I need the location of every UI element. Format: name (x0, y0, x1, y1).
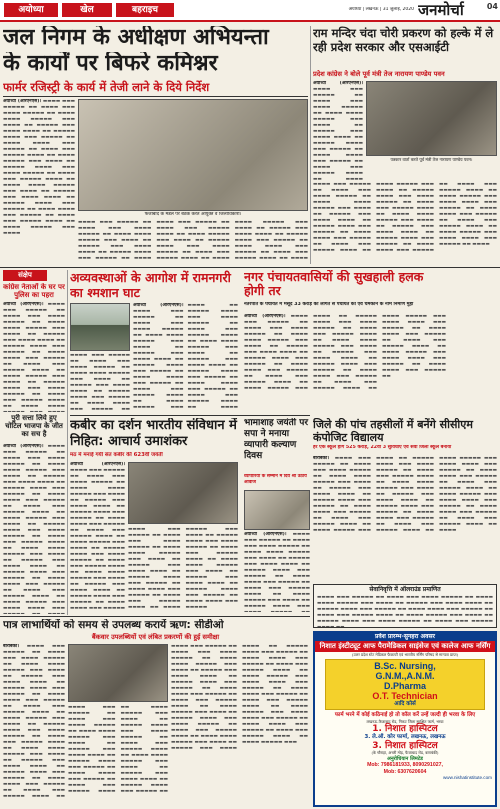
masthead (0, 0, 500, 22)
ad-box (313, 631, 497, 807)
brief-label: संक्षेप (3, 270, 47, 281)
ad-course-gnm: G.N.M.,A.N.M. (375, 671, 435, 682)
ad-affiliation: (उत्तर प्रदेश स्टेट मेडिकल फैकल्टी एवं भारतीय नर्सिंग परिषद से मान्यता प्राप्त) (352, 651, 458, 657)
cremation-photo (70, 303, 130, 351)
bhamashah-byline: अयोध्या (आरएनएस)। (244, 532, 287, 537)
cremation-byline: अयोध्या (आरएनएस)। (133, 303, 184, 308)
scheme-body-left: बाराबंकी। ▬▬▬▬ ▬▬▬ ▬▬▬▬▬ ▬▬ ▬▬▬▬ ▬▬▬ ▬▬▬▬ ▬▬▬▬▬ ▬▬ ▬▬▬▬ ▬▬▬▬ ▬▬▬▬▬ ▬▬▬ ▬▬▬▬ ▬▬ ▬▬▬▬▬ ▬▬▬ ▬▬▬▬ ▬▬▬▬ ▬▬ ▬▬▬▬▬ ▬▬▬▬ ▬▬▬ ▬▬▬▬▬ ▬▬ ▬▬▬▬ ▬▬▬▬ ▬▬▬ ▬▬▬▬▬ ▬▬ ▬▬▬▬ ▬▬▬ ▬▬▬▬▬ ▬▬▬▬ ▬▬ ▬▬▬▬ ▬▬▬▬▬ ▬▬▬ ▬▬▬▬ ▬▬ ▬▬▬▬▬ ▬▬▬▬ ▬▬▬ ▬▬▬▬ ▬▬▬▬▬ ▬▬ ▬▬▬▬ ▬▬▬ ▬▬▬▬▬ ▬▬▬▬ ▬▬ ▬▬▬▬ ▬▬▬▬ ▬▬▬▬▬ ▬▬▬ ▬▬▬▬ ▬▬ ▬▬▬▬▬ ▬▬▬ ▬▬▬▬ ▬▬▬▬ ▬▬ ▬▬▬▬▬ ▬▬▬▬ ▬▬▬ ▬▬▬▬▬ ▬▬ ▬▬▬▬ ▬▬▬▬ ▬▬▬ ▬▬▬▬▬ ▬▬ ▬▬▬▬ ▬▬▬ ▬▬▬▬▬ ▬▬▬▬ ▬▬ (3, 644, 65, 798)
ram-temple-subhead: प्रदेश कांग्रेस ने बोले पूर्व मंत्री तेज नारायण पाण्डेय पवन (313, 70, 445, 78)
brief-divider (67, 270, 68, 615)
scheme-body-right: ▬▬▬▬ ▬▬▬ ▬▬▬▬▬ ▬▬ ▬▬▬▬ ▬▬▬ ▬▬▬▬ ▬▬▬▬▬ ▬▬ ▬▬▬▬ ▬▬▬▬ ▬▬▬▬▬ ▬▬▬ ▬▬▬▬ ▬▬ ▬▬▬▬▬ ▬▬▬ ▬▬▬▬ ▬▬▬▬ ▬▬ ▬▬▬▬▬ ▬▬▬▬ ▬▬▬ ▬▬▬▬▬ ▬▬ ▬▬▬▬ ▬▬▬▬ ▬▬▬ ▬▬▬▬▬ ▬▬ ▬▬▬▬ ▬▬▬ ▬▬▬▬▬ ▬▬▬▬ ▬▬ ▬▬▬▬ ▬▬▬▬▬ ▬▬▬ ▬▬▬▬ ▬▬ ▬▬▬▬▬ ▬▬▬▬ ▬▬▬ ▬▬▬▬ ▬▬▬▬▬ ▬▬ ▬▬▬▬ ▬▬▬ ▬▬▬▬▬ ▬▬▬▬ ▬▬ ▬▬▬▬ ▬▬▬▬ ▬▬▬▬▬ ▬▬▬ ▬▬▬▬ ▬▬ ▬▬▬▬▬ ▬▬▬ ▬▬▬▬ ▬▬▬▬ ▬▬ ▬▬▬▬▬ ▬▬▬▬ ▬▬▬ ▬▬▬▬▬ ▬▬ ▬▬▬▬ ▬▬▬▬ ▬▬▬ ▬▬▬▬▬ ▬▬ ▬▬▬▬ ▬▬▬ ▬▬▬▬▬ ▬▬▬▬ ▬▬ ▬▬▬▬ ▬▬▬▬▬ ▬▬▬ ▬▬▬▬ ▬▬▬▬ ▬▬▬ ▬▬▬▬▬ ▬▬ ▬▬▬▬ ▬▬▬▬ ▬▬▬ ▬▬▬▬▬ ▬▬ ▬▬▬▬ ▬▬▬ ▬▬▬▬▬ ▬▬▬▬ ▬▬ ▬▬▬▬ ▬▬▬▬▬ ▬▬▬ ▬▬▬▬ ▬▬▬▬ ▬▬▬ ▬▬▬▬▬ ▬▬ ▬▬▬▬ ▬▬▬▬ ▬▬▬ ▬▬▬▬▬ ▬▬ ▬▬▬▬ ▬▬▬ ▬▬▬▬▬ ▬▬▬▬ ▬▬ ▬▬▬▬ ▬▬▬▬▬ ▬▬▬ (171, 644, 308, 751)
kabir-body-left: अयोध्या (आरएनएस)। ▬▬▬▬ ▬▬▬ ▬▬▬▬▬ ▬▬ ▬▬▬▬ ▬▬▬ ▬▬▬▬ ▬▬▬▬▬ ▬▬ ▬▬▬▬ ▬▬▬▬ ▬▬▬▬▬ ▬▬▬ ▬▬▬▬ ▬▬ ▬▬▬▬▬ ▬▬▬ ▬▬▬▬ ▬▬▬▬ ▬▬ ▬▬▬▬▬ ▬▬▬▬ ▬▬▬ ▬▬▬▬▬ ▬▬ ▬▬▬▬ ▬▬▬▬ ▬▬▬ ▬▬▬▬▬ ▬▬ ▬▬▬▬ ▬▬▬ ▬▬▬▬▬ ▬▬▬▬ ▬▬ ▬▬▬▬ ▬▬▬▬▬ ▬▬▬ ▬▬▬▬ ▬▬ ▬▬▬▬▬ ▬▬▬▬ ▬▬▬ ▬▬▬▬ ▬▬▬▬▬ ▬▬ ▬▬▬▬ ▬▬▬ ▬▬▬▬▬ ▬▬▬▬ ▬▬ ▬▬▬▬ ▬▬▬▬ ▬▬▬▬▬ ▬▬▬ ▬▬▬▬ ▬▬ ▬▬▬▬▬ ▬▬▬ ▬▬▬▬ ▬▬▬▬ ▬▬ ▬▬▬▬▬ ▬▬▬▬ ▬▬▬ ▬▬▬▬▬ ▬▬ ▬▬▬▬ ▬▬▬▬ ▬▬▬ ▬▬▬▬▬ (70, 462, 125, 611)
ram-temple-byline: अयोध्या (आरएनएस)। (313, 81, 363, 86)
lead-byline: अयोध्या (आरएनएस)। (3, 99, 42, 104)
lead-body-left: अयोध्या (आरएनएस)। ▬▬▬▬ ▬▬▬ ▬▬▬▬▬ ▬▬ ▬▬▬▬ ▬▬▬ ▬▬▬▬ ▬▬▬▬▬ ▬▬ ▬▬▬▬ ▬▬▬▬ ▬▬▬▬▬ ▬▬▬ ▬▬▬▬ ▬▬ ▬▬▬▬▬ ▬▬▬ ▬▬▬▬ ▬▬▬▬ ▬▬ ▬▬▬▬▬ ▬▬▬▬ ▬▬▬ ▬▬▬▬▬ ▬▬ ▬▬▬▬ ▬▬▬▬ ▬▬▬ ▬▬▬▬▬ ▬▬ ▬▬▬▬ ▬▬▬ ▬▬▬▬▬ ▬▬▬▬ ▬▬ ▬▬▬▬ ▬▬▬▬▬ ▬▬▬ ▬▬▬▬ ▬▬ ▬▬▬▬▬ ▬▬▬▬ ▬▬▬ ▬▬▬▬ ▬▬▬▬▬ ▬▬ ▬▬▬▬ ▬▬▬ ▬▬▬▬▬ ▬▬▬▬ ▬▬ ▬▬▬▬ ▬▬▬▬ ▬▬▬▬▬ ▬▬▬ ▬▬▬▬ ▬▬ ▬▬▬▬▬ ▬▬▬ ▬▬▬▬ ▬▬▬▬ ▬▬ ▬▬▬▬▬ ▬▬▬▬ ▬▬▬ ▬▬▬▬▬ ▬▬ ▬▬▬▬ ▬▬▬▬ ▬▬▬ ▬▬▬▬▬ ▬▬ ▬▬▬▬ ▬▬▬ ▬▬▬▬▬ ▬▬▬▬ ▬▬ ▬▬▬▬ ▬▬▬▬▬ ▬▬▬ ▬▬▬▬ (3, 99, 75, 236)
district-body: बाराबंकी। ▬▬▬▬ ▬▬▬ ▬▬▬▬▬ ▬▬ ▬▬▬▬ ▬▬▬ ▬▬▬▬ ▬▬▬▬▬ ▬▬ ▬▬▬▬ ▬▬▬▬ ▬▬▬▬▬ ▬▬▬ ▬▬▬▬ ▬▬ ▬▬▬▬▬ ▬▬▬ ▬▬▬▬ ▬▬▬▬ ▬▬ ▬▬▬▬▬ ▬▬▬▬ ▬▬▬ ▬▬▬▬▬ ▬▬ ▬▬▬▬ ▬▬▬▬ ▬▬▬ ▬▬▬▬▬ ▬▬ ▬▬▬▬ ▬▬▬ ▬▬▬▬▬ ▬▬▬▬ ▬▬ ▬▬▬▬ ▬▬▬▬▬ ▬▬▬ ▬▬▬▬ ▬▬ ▬▬▬▬▬ ▬▬▬▬ ▬▬▬ ▬▬▬▬ ▬▬▬▬▬ ▬▬ ▬▬▬▬ ▬▬▬ ▬▬▬▬▬ ▬▬▬▬ ▬▬ ▬▬▬▬ ▬▬▬▬ ▬▬▬▬▬ ▬▬▬ ▬▬▬▬ ▬▬ ▬▬▬▬▬ ▬▬▬ ▬▬▬▬ ▬▬▬▬ ▬▬ ▬▬▬▬▬ ▬▬▬▬ ▬▬▬ ▬▬▬▬▬ ▬▬ ▬▬▬▬ ▬▬▬▬ ▬▬▬ ▬▬▬▬▬ ▬▬ ▬▬▬▬ ▬▬▬ ▬▬▬▬▬ ▬▬▬▬ ▬▬ ▬▬▬▬ ▬▬▬▬▬ ▬▬▬ ▬▬▬▬ ▬▬▬▬ ▬▬▬ ▬▬▬▬▬ ▬▬ ▬▬▬▬ ▬▬▬▬ ▬▬▬ ▬▬▬▬▬ ▬▬ ▬▬▬▬ ▬▬▬ ▬▬▬▬▬ ▬▬▬▬ ▬▬ ▬▬▬▬ ▬▬▬▬▬ ▬▬▬ ▬▬▬▬ ▬▬▬▬ ▬▬▬ ▬▬▬▬▬ ▬▬ ▬▬▬▬ ▬▬▬▬ ▬▬▬ ▬▬▬▬▬ ▬▬ ▬▬▬▬ ▬▬▬ ▬▬▬▬▬ ▬▬▬▬ ▬▬ ▬▬▬▬ (313, 456, 497, 533)
lead-subhead-rule (3, 96, 308, 97)
brief-body: अयोध्या (आरएनएस)। ▬▬▬▬ ▬▬▬ ▬▬▬▬▬ ▬▬ ▬▬▬▬ ▬▬▬ ▬▬▬▬ ▬▬▬▬▬ ▬▬ ▬▬▬▬ ▬▬▬▬ ▬▬▬▬▬ ▬▬▬ ▬▬▬▬ ▬▬ ▬▬▬▬▬ ▬▬▬ ▬▬▬▬ ▬▬▬▬ ▬▬ ▬▬▬▬▬ ▬▬▬▬ ▬▬▬ ▬▬▬▬▬ ▬▬ ▬▬▬▬ ▬▬▬▬ ▬▬▬ ▬▬▬▬▬ ▬▬ ▬▬▬▬ ▬▬▬ ▬▬▬▬▬ ▬▬▬▬ ▬▬ ▬▬▬▬ ▬▬▬▬▬ ▬▬▬ ▬▬▬▬ ▬▬ ▬▬▬▬▬ ▬▬▬▬ ▬▬▬ ▬▬▬▬ ▬▬▬▬▬ ▬▬ ▬▬▬▬ ▬▬▬ ▬▬▬▬▬ ▬▬▬▬ ▬▬ ▬▬▬▬ ▬▬▬▬ (3, 302, 65, 409)
section-rule-2 (70, 415, 310, 416)
scheme-subhead: बैंकवार उपलब्धियों एवं लंबित प्रकरणों की हुई समीक्षा (91, 633, 220, 641)
brief-body-2: अयोध्या (आरएनएस)। ▬▬▬▬ ▬▬▬ ▬▬▬▬▬ ▬▬ ▬▬▬▬ ▬▬▬ ▬▬▬▬ ▬▬▬▬▬ ▬▬ ▬▬▬▬ ▬▬▬▬ ▬▬▬▬▬ ▬▬▬ ▬▬▬▬ ▬▬ ▬▬▬▬▬ ▬▬▬ ▬▬▬▬ ▬▬▬▬ ▬▬ ▬▬▬▬▬ ▬▬▬▬ ▬▬▬ ▬▬▬▬▬ ▬▬ ▬▬▬▬ ▬▬▬▬ ▬▬▬ ▬▬▬▬▬ ▬▬ ▬▬▬▬ ▬▬▬ ▬▬▬▬▬ ▬▬▬▬ ▬▬ ▬▬▬▬ ▬▬▬▬▬ ▬▬▬ ▬▬▬▬ ▬▬ ▬▬▬▬▬ ▬▬▬▬ ▬▬▬ ▬▬▬▬ ▬▬▬▬▬ ▬▬ ▬▬▬▬ ▬▬▬ ▬▬▬▬▬ ▬▬▬▬ ▬▬ ▬▬▬▬ ▬▬▬▬ ▬▬▬▬▬ ▬▬▬ ▬▬▬▬ ▬▬ ▬▬▬▬▬ ▬▬▬ ▬▬▬▬ ▬▬▬▬ ▬▬ ▬▬▬▬▬ ▬▬▬▬ ▬▬▬ ▬▬▬▬▬ ▬▬ ▬▬▬▬ ▬▬▬▬ ▬▬▬ ▬▬▬▬▬ ▬▬ ▬▬▬▬ ▬▬▬ ▬▬▬▬▬ ▬▬▬▬ ▬▬ ▬▬▬▬ ▬▬▬▬▬ ▬▬▬ ▬▬▬▬ ▬▬▬▬ ▬▬▬ (3, 444, 65, 611)
ram-temple-photo (366, 81, 497, 156)
cremation-body-left: ▬▬▬▬ ▬▬▬ ▬▬▬▬▬ ▬▬ ▬▬▬▬ ▬▬▬ ▬▬▬▬ ▬▬▬▬▬ ▬▬ ▬▬▬▬ ▬▬▬▬ ▬▬▬▬▬ ▬▬▬ ▬▬▬▬ ▬▬ ▬▬▬▬▬ ▬▬▬ ▬▬▬▬ ▬▬▬▬ ▬▬ ▬▬▬▬▬ ▬▬▬▬ ▬▬▬ ▬▬▬▬▬ ▬▬ ▬▬▬▬ ▬▬▬▬ ▬▬▬ ▬▬▬▬▬ ▬▬ (70, 353, 130, 412)
kabir-subhead: मठ में मनाई गयी संत कबीर की 623वीं जयंती (70, 452, 163, 458)
lead-subhead: फार्मर रजिस्ट्री के कार्य में तेजी लाने के दिये निर्देश (3, 80, 210, 94)
ad-footer-line: अनुरोधियान लिमटेड (387, 755, 423, 762)
district-byline: बाराबंकी। (313, 456, 329, 461)
ram-temple-body: ▬▬▬▬ ▬▬▬ ▬▬▬▬▬ ▬▬ ▬▬▬▬ ▬▬▬ ▬▬▬▬ ▬▬▬▬▬ ▬▬ ▬▬▬▬ ▬▬▬▬ ▬▬▬▬▬ ▬▬▬ ▬▬▬▬ ▬▬ ▬▬▬▬▬ ▬▬▬ ▬▬▬▬ ▬▬▬▬ ▬▬ ▬▬▬▬▬ ▬▬▬▬ ▬▬▬ ▬▬▬▬▬ ▬▬ ▬▬▬▬ ▬▬▬▬ ▬▬▬ ▬▬▬▬▬ ▬▬ ▬▬▬▬ ▬▬▬ ▬▬▬▬▬ ▬▬▬▬ ▬▬ ▬▬▬▬ ▬▬▬▬▬ ▬▬▬ ▬▬▬▬ ▬▬ ▬▬▬▬▬ ▬▬▬▬ ▬▬▬ ▬▬▬▬ ▬▬▬▬▬ ▬▬ ▬▬▬▬ ▬▬▬ ▬▬▬▬▬ ▬▬▬▬ ▬▬ ▬▬▬▬ ▬▬▬▬ ▬▬▬▬▬ ▬▬▬ ▬▬▬▬ ▬▬ ▬▬▬▬▬ ▬▬▬ ▬▬▬▬ ▬▬▬▬ ▬▬ ▬▬▬▬▬ ▬▬▬▬ ▬▬▬ ▬▬▬▬▬ ▬▬ ▬▬▬▬ ▬▬▬▬ ▬▬▬ ▬▬▬▬▬ ▬▬ ▬▬▬▬ ▬▬▬ ▬▬▬▬▬ ▬▬▬▬ ▬▬ ▬▬▬▬ ▬▬▬▬▬ ▬▬▬ ▬▬▬▬ ▬▬▬▬ ▬▬▬ ▬▬▬▬▬ ▬▬ ▬▬▬▬ ▬▬▬▬ ▬▬▬ ▬▬▬▬▬ ▬▬ ▬▬▬▬ ▬▬▬ ▬▬▬▬▬ ▬▬▬▬ ▬▬ ▬▬▬▬ ▬▬▬▬▬ ▬▬▬ ▬▬▬▬ ▬▬▬▬ ▬▬▬ ▬▬▬▬▬ ▬▬ ▬▬▬▬ (313, 182, 497, 253)
kabir-photo (128, 462, 238, 524)
bhamashah-subhead: व्यापारियों के सम्मान में दिये श्री उठाये आवाज (244, 474, 307, 485)
ad-top-line: प्रवेश प्रारम्भ-सुनहरा अवसर (315, 633, 495, 641)
ad-course-dpharma: D.Pharma (383, 681, 427, 692)
lead-photo (78, 99, 308, 211)
district-headline: जिले की पांच तहसीलों में बनेंगे सीसीएम कंपोजिट विद्यालय (313, 418, 473, 444)
bhamashah-headline: भामाशाह जयंती पर सपा ने मनाया व्यापारी कल्याण दिवस (244, 418, 309, 461)
lead-photo-caption: फैजाबाद के मंडल पर बैठक करते आयुक्त व जिलाधिकारी। (144, 212, 242, 217)
brief-byline: अयोध्या (आरएनएस)। (3, 302, 44, 307)
cremation-body: अयोध्या (आरएनएस)। ▬▬▬▬ ▬▬▬ ▬▬▬▬▬ ▬▬ ▬▬▬▬ ▬▬▬ ▬▬▬▬ ▬▬▬▬▬ ▬▬ ▬▬▬▬ ▬▬▬▬ ▬▬▬▬▬ ▬▬▬ ▬▬▬▬ ▬▬ ▬▬▬▬▬ ▬▬▬ ▬▬▬▬ ▬▬▬▬ ▬▬ ▬▬▬▬▬ ▬▬▬▬ ▬▬▬ ▬▬▬▬▬ ▬▬ ▬▬▬▬ ▬▬▬▬ ▬▬▬ ▬▬▬▬▬ ▬▬ ▬▬▬▬ ▬▬▬ ▬▬▬▬▬ ▬▬▬▬ ▬▬ ▬▬▬▬ ▬▬▬▬▬ ▬▬▬ ▬▬▬▬ ▬▬ ▬▬▬▬▬ ▬▬▬▬ ▬▬▬ ▬▬▬▬ ▬▬▬▬▬ ▬▬ ▬▬▬▬ ▬▬▬ ▬▬▬▬▬ ▬▬▬▬ ▬▬ ▬▬▬▬ ▬▬▬▬ ▬▬▬▬▬ ▬▬▬ ▬▬▬▬ ▬▬ ▬▬▬▬▬ ▬▬▬ ▬▬▬▬ ▬▬▬▬ ▬▬ ▬▬▬▬▬ ▬▬▬▬ ▬▬▬ ▬▬▬▬▬ ▬▬ ▬▬▬▬ ▬▬▬▬ ▬▬▬ ▬▬▬▬▬ ▬▬ ▬▬▬▬ ▬▬▬ ▬▬▬▬▬ ▬▬▬▬ ▬▬ ▬▬▬▬ (133, 303, 238, 410)
brief-title: कांग्रेस नेताओं के घर पर पुलिस का पहरा (3, 283, 65, 299)
kabir-byline: अयोध्या (आरएनएस)। (70, 462, 125, 467)
ram-temple-body-left: अयोध्या (आरएनएस)। ▬▬▬▬ ▬▬▬ ▬▬▬▬▬ ▬▬ ▬▬▬▬ ▬▬▬ ▬▬▬▬ ▬▬▬▬▬ ▬▬ ▬▬▬▬ ▬▬▬▬ ▬▬▬▬▬ ▬▬▬ ▬▬▬▬ ▬▬ ▬▬▬▬▬ ▬▬▬ ▬▬▬▬ ▬▬▬▬ ▬▬ ▬▬▬▬▬ ▬▬▬▬ ▬▬▬ ▬▬▬▬▬ ▬▬ ▬▬▬▬ ▬▬▬▬ ▬▬▬ ▬▬▬▬▬ ▬▬ ▬▬▬▬ ▬▬▬ ▬▬▬▬▬ ▬▬▬▬ ▬▬ ▬▬▬▬ (313, 81, 363, 181)
ad-website[interactable]: www.nishatinstitute.com (442, 775, 492, 781)
district-notice-box (313, 584, 497, 628)
ad-course-ot: O.T. Technician (372, 691, 438, 702)
district-notice-title: सेवानिवृत्ति में ऑलराउंड प्रमाणित (369, 586, 441, 593)
ad-mobile-2: Mob: 6307620604 (383, 768, 427, 775)
ad-courses-box (325, 659, 485, 710)
date-line: अयोध्या | लखनऊ | 31 जुलाई, 2020 (348, 7, 414, 12)
bhamashah-photo (244, 490, 310, 530)
ram-temple-headline: राम मन्दिर चंदा चोरी प्रकरण को हल्के में ले रही प्रदेश सरकार और एसआईटी (313, 26, 494, 54)
section-rule-3 (0, 616, 310, 617)
ad-course-more: आदि कोर्स (394, 701, 416, 708)
tab-ayodhya[interactable]: अयोध्या (4, 3, 58, 17)
nagar-subhead: नेतरपोत के पंचायत में मसूद 33 करोड़ की लागत से पंचायत को एवं चमकाने के नाम निमाण मुहा (244, 302, 414, 307)
lead-headline-1: जल निगम के अधीक्षण अभियन्ता (3, 26, 269, 50)
scheme-byline: बाराबंकी। (3, 644, 19, 649)
nagar-headline: नगर पंचायतवासियों की सुखहाली हलक होगी तर (244, 270, 424, 298)
ad-hospital-2: 3. ले.ऑ. कोर फार्मा, लखनऊ, लखनऊ (364, 734, 446, 741)
ad-course-bsc: B.Sc. Nursing, (374, 661, 436, 672)
section-rule-1 (0, 267, 500, 268)
district-notice-body: ▬▬▬▬ ▬▬▬ ▬▬▬▬▬ ▬▬ ▬▬▬▬ ▬▬▬ ▬▬▬▬ ▬▬▬▬▬ ▬▬ ▬▬▬▬ ▬▬▬▬ ▬▬▬▬▬ ▬▬▬ ▬▬▬▬ ▬▬ ▬▬▬▬▬ ▬▬▬ ▬▬▬▬ ▬▬▬▬ ▬▬ ▬▬▬▬▬ ▬▬▬▬ ▬▬▬ ▬▬▬▬▬ ▬▬ ▬▬▬▬ ▬▬▬▬ ▬▬▬ ▬▬▬▬▬ ▬▬ ▬▬▬▬ ▬▬▬ ▬▬▬▬▬ ▬▬▬▬ ▬▬ ▬▬▬▬ ▬▬▬▬▬ ▬▬▬ ▬▬▬▬ ▬▬ ▬▬▬▬▬ ▬▬▬▬ ▬▬▬ ▬▬▬▬ ▬▬▬▬▬ ▬▬ ▬▬▬▬ ▬▬▬ ▬▬▬▬▬ ▬▬▬▬ ▬▬ (317, 594, 493, 628)
cremation-headline: अव्यवस्थाओं के आगोश में रामनगरी का श्मशान घाट (70, 270, 231, 300)
ad-hospital-address: (के चौराहा, अचरी मोड़, फैजाबाद रोड, बाराबंकी) (371, 750, 439, 756)
district-subhead: हर एक स्कूल होंगे 525 करोड़, 22वीं 3 सुविधाएं एवं सेवा जिला स्कूल बनाया (313, 445, 452, 450)
ad-cta: फार्म भरने में कोई कठिनाई हो तो कॉल करें उन्हें जल्दी ही भरवा के लिए (334, 712, 476, 719)
middle-column-body (252, 26, 253, 27)
lead-body-right: ▬▬▬▬ ▬▬▬ ▬▬▬▬▬ ▬▬ ▬▬▬▬ ▬▬▬ ▬▬▬▬ ▬▬▬▬▬ ▬▬ ▬▬▬▬ ▬▬▬▬ ▬▬▬▬▬ ▬▬▬ ▬▬▬▬ ▬▬ ▬▬▬▬▬ ▬▬▬ ▬▬▬▬ ▬▬▬▬ ▬▬ ▬▬▬▬▬ ▬▬▬▬ ▬▬▬ ▬▬▬▬▬ ▬▬ ▬▬▬▬ ▬▬▬▬ ▬▬▬ ▬▬▬▬▬ ▬▬ ▬▬▬▬ ▬▬▬ ▬▬▬▬▬ ▬▬▬▬ ▬▬ ▬▬▬▬ ▬▬▬▬▬ ▬▬▬ ▬▬▬▬ ▬▬ ▬▬▬▬▬ ▬▬▬▬ ▬▬▬ ▬▬▬▬ ▬▬▬▬▬ ▬▬ ▬▬▬▬ ▬▬▬ ▬▬▬▬▬ ▬▬▬▬ ▬▬ ▬▬▬▬ ▬▬▬▬ ▬▬▬▬▬ ▬▬▬ ▬▬▬▬ ▬▬ ▬▬▬▬▬ ▬▬▬ ▬▬▬▬ ▬▬▬▬ ▬▬ ▬▬▬▬▬ ▬▬▬▬ ▬▬▬ ▬▬▬▬▬ ▬▬ ▬▬▬▬ ▬▬▬▬ ▬▬▬ ▬▬▬▬▬ ▬▬ ▬▬▬▬ ▬▬▬ ▬▬▬▬▬ ▬▬▬▬ ▬▬ ▬▬▬▬ (78, 220, 308, 261)
scheme-headline: पात्र लाभार्थियों को समय से उपलब्ध करायें ऋण: सीडीओ (3, 619, 224, 631)
ad-hospital-3: 3. निशात हास्पिटल (372, 741, 438, 752)
brief-title-2: पुरी सत्ता लिये हुए चोटिल भाजपा के जीत का सच है (5, 414, 63, 438)
ad-address-intro: लखनऊ-फैजाबाद रोड, निकट जिला सुरक्षित फार्म, भरवा (366, 718, 444, 724)
tab-khel[interactable]: खेल (62, 3, 112, 17)
brief-byline-2: अयोध्या (आरएनएस)। (3, 444, 44, 449)
scheme-body-mid: ▬▬▬▬ ▬▬▬ ▬▬▬▬▬ ▬▬ ▬▬▬▬ ▬▬▬ ▬▬▬▬ ▬▬▬▬▬ ▬▬ ▬▬▬▬ ▬▬▬▬ ▬▬▬▬▬ ▬▬▬ ▬▬▬▬ ▬▬ ▬▬▬▬▬ ▬▬▬ ▬▬▬▬ ▬▬▬▬ ▬▬ ▬▬▬▬▬ ▬▬▬▬ ▬▬▬ ▬▬▬▬▬ ▬▬ ▬▬▬▬ ▬▬▬▬ ▬▬▬ ▬▬▬▬▬ ▬▬ ▬▬▬▬ ▬▬▬ ▬▬▬▬▬ ▬▬▬▬ ▬▬ ▬▬▬▬ ▬▬▬▬▬ ▬▬▬ ▬▬▬▬ ▬▬ ▬▬▬▬▬ ▬▬▬▬ ▬▬▬ ▬▬▬▬ ▬▬▬▬▬ ▬▬ ▬▬▬▬ ▬▬▬ ▬▬▬▬▬ ▬▬▬▬ ▬▬ ▬▬▬▬ ▬▬▬▬ ▬▬▬▬▬ ▬▬▬ ▬▬▬▬ ▬▬ ▬▬▬▬▬ ▬▬▬ ▬▬▬▬ ▬▬▬▬ ▬▬ ▬▬▬▬▬ ▬▬▬▬ ▬▬▬ ▬▬▬▬▬ ▬▬ (68, 705, 168, 794)
ram-temple-photo-caption: पत्रकार वार्ता करते पूर्व मंत्री तेज नारायण पाण्डेय पवन। (390, 157, 473, 162)
tab-bahraich[interactable]: बहराइच (116, 3, 174, 17)
nagar-body: अयोध्या (आरएनएस)। ▬▬▬▬ ▬▬▬ ▬▬▬▬▬ ▬▬ ▬▬▬▬ ▬▬▬ ▬▬▬▬ ▬▬▬▬▬ ▬▬ ▬▬▬▬ ▬▬▬▬ ▬▬▬▬▬ ▬▬▬ ▬▬▬▬ ▬▬ ▬▬▬▬▬ ▬▬▬ ▬▬▬▬ ▬▬▬▬ ▬▬ ▬▬▬▬▬ ▬▬▬▬ ▬▬▬ ▬▬▬▬▬ ▬▬ ▬▬▬▬ ▬▬▬▬ ▬▬▬ ▬▬▬▬▬ ▬▬ ▬▬▬▬ ▬▬▬ ▬▬▬▬▬ ▬▬▬▬ ▬▬ ▬▬▬▬ ▬▬▬▬▬ ▬▬▬ ▬▬▬▬ ▬▬ ▬▬▬▬▬ ▬▬▬▬ ▬▬▬ ▬▬▬▬ ▬▬▬▬▬ ▬▬ ▬▬▬▬ ▬▬▬ ▬▬▬▬▬ ▬▬▬▬ ▬▬ ▬▬▬▬ ▬▬▬▬ ▬▬▬▬▬ ▬▬▬ ▬▬▬▬ ▬▬ ▬▬▬▬▬ ▬▬▬ ▬▬▬▬ ▬▬▬▬ ▬▬ ▬▬▬▬▬ ▬▬▬▬ ▬▬▬ ▬▬▬▬▬ ▬▬ ▬▬▬▬ ▬▬▬▬ ▬▬▬ ▬▬▬▬▬ ▬▬ ▬▬▬▬ ▬▬▬ ▬▬▬▬▬ ▬▬▬▬ ▬▬ ▬▬▬▬ ▬▬▬▬▬ ▬▬▬ ▬▬▬▬ ▬▬▬▬ ▬▬▬ ▬▬▬▬▬ ▬▬ ▬▬▬▬ ▬▬▬▬ ▬▬▬ ▬▬▬▬▬ ▬▬ ▬▬▬▬ ▬▬▬ ▬▬▬▬▬ ▬▬▬▬ ▬▬ ▬▬▬▬ ▬▬▬▬▬ ▬▬▬ ▬▬▬▬ ▬▬▬▬ ▬▬▬ ▬▬▬▬▬ ▬▬ ▬▬▬▬ ▬▬▬▬ ▬▬▬ ▬▬▬▬▬ ▬▬ (244, 314, 446, 391)
scheme-photo (68, 644, 168, 702)
page-number: 04 (486, 2, 498, 11)
ad-institute: निशात इंस्टीट्यूट आफ पैरामेडिकल साइंसेज एवं कालेज आफ नर्सिंग (315, 641, 495, 652)
ad-mobile: Mob: 7986181933, 8090291027, (367, 762, 443, 769)
kabir-body-right: ▬▬▬▬ ▬▬▬ ▬▬▬▬▬ ▬▬ ▬▬▬▬ ▬▬▬ ▬▬▬▬ ▬▬▬▬▬ ▬▬ ▬▬▬▬ ▬▬▬▬ ▬▬▬▬▬ ▬▬▬ ▬▬▬▬ ▬▬ ▬▬▬▬▬ ▬▬▬ ▬▬▬▬ ▬▬▬▬ ▬▬ ▬▬▬▬▬ ▬▬▬▬ ▬▬▬ ▬▬▬▬▬ ▬▬ ▬▬▬▬ ▬▬▬▬ ▬▬▬ ▬▬▬▬▬ ▬▬ ▬▬▬▬ ▬▬▬ ▬▬▬▬▬ ▬▬▬▬ ▬▬ ▬▬▬▬ ▬▬▬▬▬ ▬▬▬ ▬▬▬▬ ▬▬ ▬▬▬▬▬ ▬▬▬▬ ▬▬▬ ▬▬▬▬ ▬▬▬▬▬ ▬▬ ▬▬▬▬ ▬▬▬ ▬▬▬▬▬ ▬▬▬▬ ▬▬ ▬▬▬▬ ▬▬▬▬ ▬▬▬▬▬ ▬▬▬ ▬▬▬▬ ▬▬ ▬▬▬▬▬ ▬▬▬ ▬▬▬▬ ▬▬▬▬ ▬▬ ▬▬▬▬▬ ▬▬▬▬ ▬▬▬ ▬▬▬▬▬ ▬▬ ▬▬▬▬ ▬▬▬▬ ▬▬▬ ▬▬▬▬▬ (128, 527, 238, 610)
ad-hospital-1: 1. निशात हास्पिटल (372, 724, 438, 735)
brand-logo: जनमोर्चा (418, 1, 464, 19)
column-divider (310, 26, 311, 264)
lead-headline-2: के कार्यों पर बिफरे कमिश्नर (3, 52, 218, 76)
nagar-byline: अयोध्या (आरएनएस)। (244, 314, 286, 319)
vivek-headline (244, 619, 310, 620)
kabir-headline: कबीर का दर्शन भारतीय संविधान में निहित: आचार्य उमाशंकर (70, 418, 237, 449)
bhamashah-body: अयोध्या (आरएनएस)। ▬▬▬▬ ▬▬▬ ▬▬▬▬▬ ▬▬ ▬▬▬▬ ▬▬▬ ▬▬▬▬ ▬▬▬▬▬ ▬▬ ▬▬▬▬ ▬▬▬▬ ▬▬▬▬▬ ▬▬▬ ▬▬▬▬ ▬▬ ▬▬▬▬▬ ▬▬▬ ▬▬▬▬ ▬▬▬▬ ▬▬ ▬▬▬▬▬ ▬▬▬▬ ▬▬▬ ▬▬▬▬▬ ▬▬ ▬▬▬▬ ▬▬▬▬ ▬▬▬ ▬▬▬▬▬ ▬▬ ▬▬▬▬ ▬▬▬ ▬▬▬▬▬ ▬▬▬▬ ▬▬ ▬▬▬▬ ▬▬▬▬▬ ▬▬▬ ▬▬▬▬ ▬▬ ▬▬▬▬▬ ▬▬▬▬ ▬▬▬ (244, 532, 310, 609)
